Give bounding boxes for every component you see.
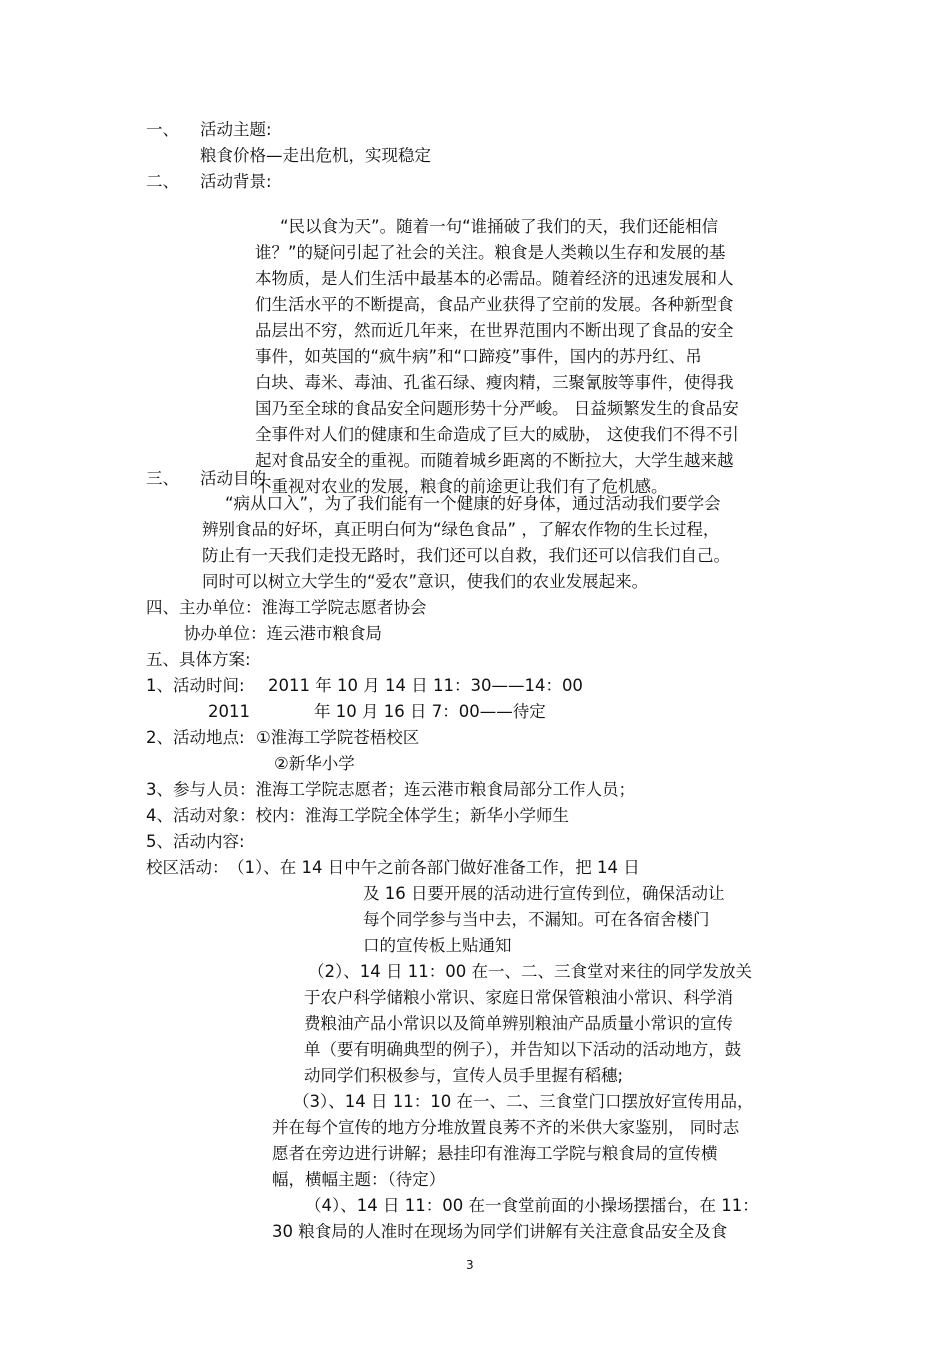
place-1: ①淮海工学院苍梧校区 xyxy=(256,728,420,747)
background-line: 国乃至全球的食品安全问题形势十分严峻。 日益频繁发生的食品安 xyxy=(255,399,739,418)
background-line: 全事件对人们的健康和生命造成了巨大的威胁， 这使我们不得不引 xyxy=(255,425,739,444)
item-2-line: （2）、14 日 11：00 在一、二、三食堂对来往的同学发放关 xyxy=(308,962,752,981)
background-line: 们生活水平的不断提高，食品产业获得了空前的发展。各种新型食 xyxy=(255,295,734,314)
section-1-number: 一、 xyxy=(146,120,179,139)
background-line: “民以食为天”。随着一句“谁捅破了我们的天，我们还能相信 xyxy=(280,217,719,236)
section-2-number: 二、 xyxy=(146,172,179,191)
time-2-year: 2011 xyxy=(208,702,250,721)
time-label: 1、活动时间: xyxy=(146,676,245,695)
time-2: 年 10 月 16 日 7：00——待定 xyxy=(314,702,546,721)
item-2-line: 单（要有明确典型的例子），并告知以下活动的活动地方，鼓 xyxy=(304,1040,742,1059)
section-5-heading: 五、具体方案: xyxy=(146,650,251,669)
section-2-title: 活动背景: xyxy=(200,172,272,191)
item-1-line: 及 16 日要开展的活动进行宣传到位，确保活动让 xyxy=(363,884,725,903)
purpose-line: “病从口入”，为了我们能有一个健康的好身体，通过活动我们要学会 xyxy=(225,494,721,513)
item-1-line: 口的宣传板上贴通知 xyxy=(363,936,512,955)
time-1: 2011 年 10 月 14 日 11：30——14：00 xyxy=(268,676,583,695)
place-2: ②新华小学 xyxy=(274,754,355,773)
purpose-line: 辨别食品的好坏，真正明白何为“绿色食品” ，了解农作物的生长过程， xyxy=(202,520,720,539)
audience: 4、活动对象：校内：淮海工学院全体学生；新华小学师生 xyxy=(146,806,569,825)
background-line: 起对食品安全的重视。而随着城乡距离的不断拉大，大学生越来越 xyxy=(255,451,734,470)
purpose-line: 防止有一天我们走投无路时，我们还可以自救，我们还可以信我们自己。 xyxy=(202,546,730,565)
item-3-line: 幅，横幅主题：（待定） xyxy=(272,1170,446,1189)
background-line: 白块、毒米、毒油、孔雀石绿、瘦肉精，三聚氰胺等事件，使得我 xyxy=(255,373,734,392)
background-line: 品层出不穷，然而近几年来，在世界范围内不断出现了食品的安全 xyxy=(255,321,734,340)
item-1-first-line: （1）、在 14 日中午之前各部门做好准备工作，把 14 日 xyxy=(228,858,640,877)
item-2-line: 动同学们积极参与，宣传人员手里握有稻穗; xyxy=(304,1066,624,1085)
participants: 3、参与人员：淮海工学院志愿者；连云港市粮食局部分工作人员； xyxy=(146,780,635,799)
section-3-number: 三、 xyxy=(146,469,179,488)
item-4-line: 30 粮食局的人准时在现场为同学们讲解有关注意食品安全及食 xyxy=(272,1222,728,1241)
section-3-title: 活动目的 xyxy=(200,469,266,488)
background-line: 事件，如英国的“疯牛病”和“口蹄疫”事件，国内的苏丹红、吊 xyxy=(255,347,702,366)
item-3-line: 愿者在旁边进行讲解；悬挂印有淮海工学院与粮食局的宣传横 xyxy=(272,1144,718,1163)
item-2-line: 费粮油产品小常识以及简单辨别粮油产品质量小常识的宣传 xyxy=(304,1014,733,1033)
item-2-line: 于农户科学储粮小常识、家庭日常保管粮油小常识、科学消 xyxy=(304,988,733,1007)
place-label: 2、活动地点: xyxy=(146,728,245,747)
section-1-title: 活动主题: xyxy=(200,120,272,139)
item-1-line: 每个同学参与当中去，不漏知。可在各宿舍楼门 xyxy=(363,910,710,929)
section-1-content: 粮食价格—走出危机，实现稳定 xyxy=(200,146,431,165)
item-3-line: （3）、14 日 11：10 在一、二、三食堂门口摆放好宣传用品， xyxy=(293,1092,754,1111)
co-organizer: 协办单位：连云港市粮食局 xyxy=(184,624,382,643)
item-3-line: 并在每个宣传的地方分堆放置良莠不齐的米供大家鉴别， 同时志 xyxy=(272,1118,740,1137)
page-number: 3 xyxy=(466,1258,474,1272)
background-line: 本物质，是人们生活中最基本的必需品。随着经济的迅速发展和人 xyxy=(255,269,734,288)
purpose-line: 同时可以树立大学生的“爱农”意识，使我们的农业发展起来。 xyxy=(202,572,649,591)
background-line: 谁？”的疑问引起了社会的关注。粮食是人类赖以生存和发展的基 xyxy=(255,243,726,262)
organizer: 四、主办单位：淮海工学院志愿者协会 xyxy=(146,598,427,617)
background-line: 不重视对农业的发展，粮食的前途更让我们有了危机感。 xyxy=(255,477,668,496)
content-label: 5、活动内容: xyxy=(146,832,245,851)
campus-label: 校区活动： xyxy=(146,858,229,877)
item-4-line: （4）、14 日 11：00 在一食堂前面的小操场摆擂台，在 11： xyxy=(305,1196,759,1215)
